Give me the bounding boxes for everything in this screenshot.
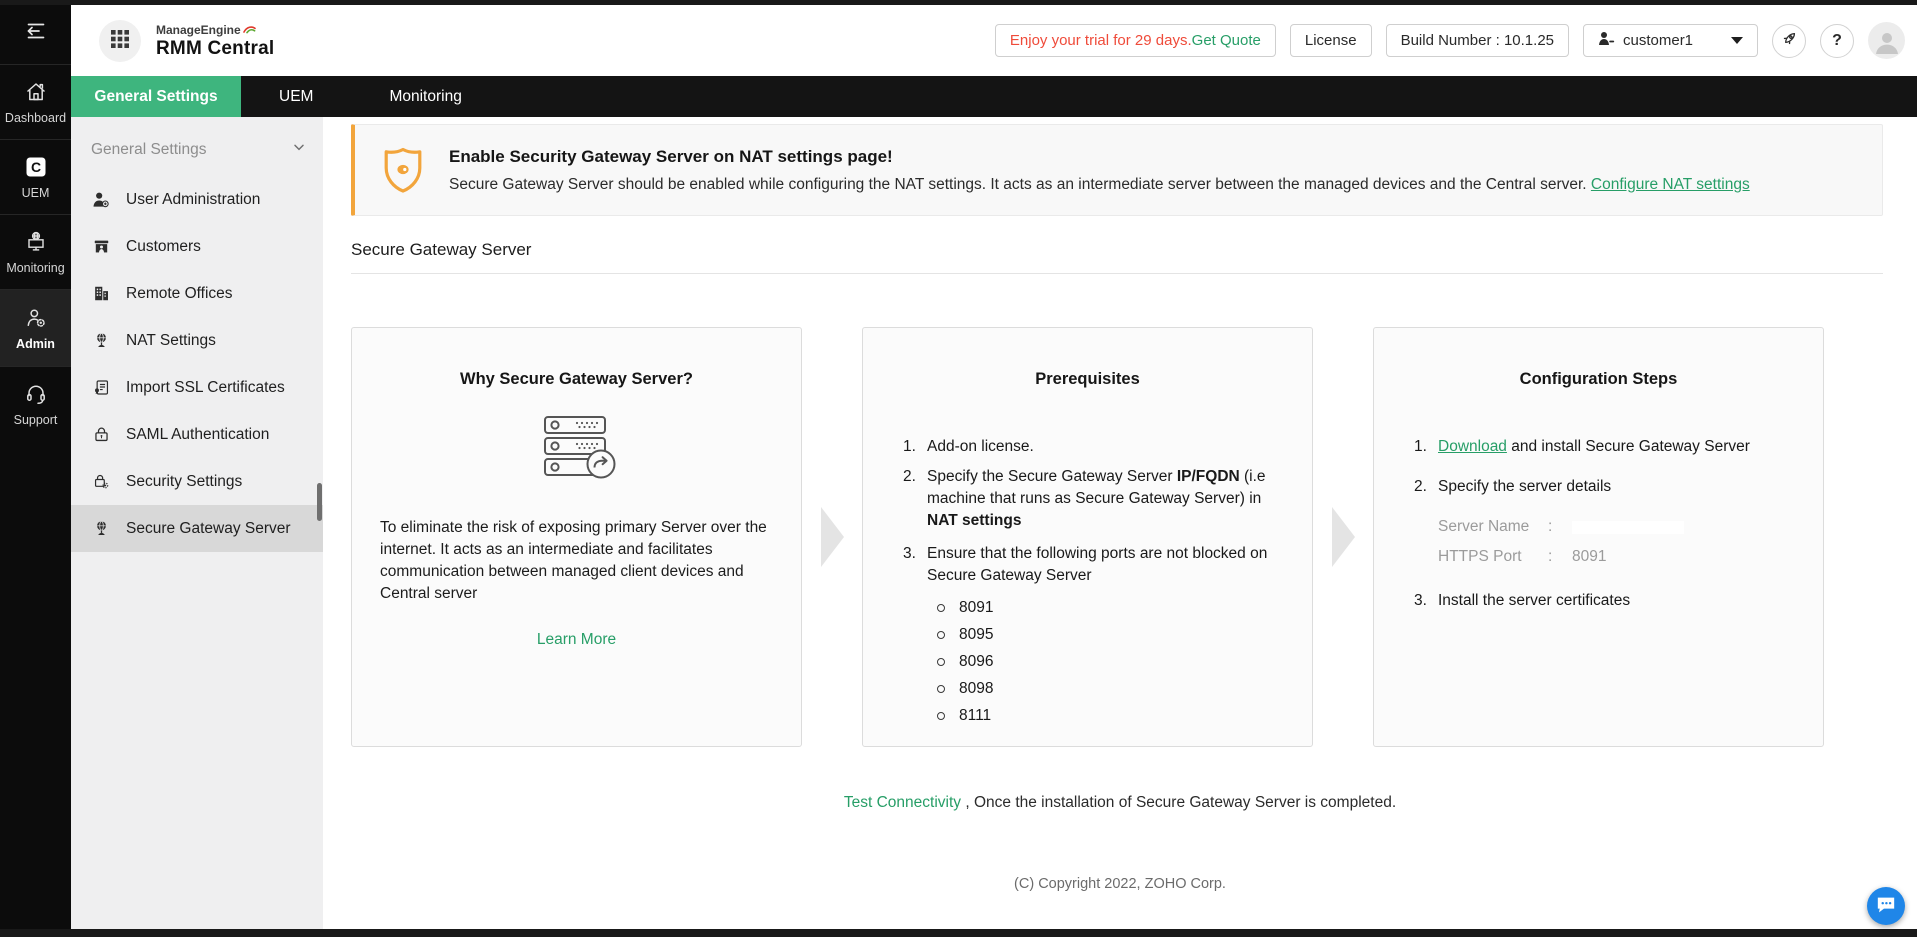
circle-bullet — [937, 658, 945, 666]
test-connectivity-link[interactable]: Test Connectivity — [843, 794, 962, 811]
padlock-icon — [91, 425, 111, 445]
settings-sidebar — [71, 117, 323, 929]
rail-label: Monitoring — [6, 261, 65, 275]
https-port-value: 8091 — [1572, 548, 1607, 565]
sidebar-group-general-settings[interactable] — [71, 117, 323, 176]
list-item — [1414, 436, 1797, 458]
configuration-steps-list — [1414, 436, 1797, 612]
sidebar-item-label: Customers — [126, 237, 201, 255]
text-bold-segment: NAT settings — [927, 512, 1022, 529]
test-connectivity-note — [323, 794, 1917, 812]
learn-more-link[interactable]: Learn More — [536, 631, 617, 648]
sidebar-item-label: User Administration — [126, 190, 261, 208]
rocket-icon — [1780, 29, 1799, 53]
why-secure-gateway-card — [351, 327, 802, 747]
copyright-text: (C) Copyright 2022, ZOHO Corp. — [1014, 876, 1226, 892]
port-item — [937, 675, 1286, 702]
collapse-icon — [24, 19, 48, 46]
card-title: Prerequisites — [1035, 370, 1140, 388]
port-value: 8098 — [959, 679, 994, 697]
customer-dropdown-value: customer1 — [1623, 32, 1694, 49]
tab-general-settings[interactable] — [71, 76, 241, 117]
chevron-down-icon — [291, 139, 307, 160]
text-bold-segment: IP/FQDN — [1176, 468, 1240, 485]
port-item — [937, 648, 1286, 675]
brand-product: RMM Central — [156, 37, 275, 59]
help-button[interactable] — [1820, 24, 1854, 58]
buildings-icon — [91, 284, 111, 304]
sidebar-item-label: Remote Offices — [126, 284, 233, 302]
port-value: 8111 — [959, 706, 992, 724]
sidebar-item-saml-authentication[interactable] — [71, 411, 323, 458]
topbar-actions — [995, 22, 1905, 59]
card-title: Why Secure Gateway Server? — [460, 370, 693, 388]
list-item — [1414, 590, 1797, 612]
card-gap — [802, 327, 862, 747]
port-item — [937, 594, 1286, 621]
sidebar-group-label: General Settings — [91, 140, 207, 158]
user-avatar[interactable] — [1868, 22, 1905, 59]
lock-gear-icon — [91, 472, 111, 492]
shield-icon — [383, 147, 423, 194]
nat-settings-warning-banner — [351, 124, 1883, 216]
https-port-label: HTTPS Port — [1438, 548, 1522, 565]
window-bottom-strip — [0, 929, 1917, 937]
prerequisites-list — [903, 436, 1286, 729]
port-value: 8096 — [959, 652, 994, 670]
list-text: Add-on license. — [927, 438, 1034, 455]
globe-icon — [91, 331, 111, 351]
list-number: 2. — [903, 468, 916, 485]
rail-item-dashboard[interactable] — [0, 64, 71, 139]
svg-text:C: C — [30, 159, 41, 176]
chat-button[interactable] — [1867, 887, 1905, 925]
download-link[interactable]: Download — [1438, 438, 1507, 455]
tab-label: UEM — [279, 87, 314, 105]
circle-bullet — [937, 631, 945, 639]
get-quote-link[interactable]: Get Quote — [1191, 32, 1261, 49]
chevron-down-icon — [1731, 37, 1743, 44]
list-item — [903, 466, 1286, 532]
port-item — [937, 621, 1286, 648]
colon: : — [1548, 548, 1553, 565]
circle-bullet — [937, 604, 945, 612]
uem-badge-icon — [23, 154, 49, 180]
list-text: Ensure that the following ports are not blocked on Secure Gateway Server — [927, 545, 1268, 584]
arrow-right-icon — [1332, 507, 1355, 567]
rail-item-support[interactable] — [0, 366, 71, 441]
window-top-strip — [0, 0, 1917, 5]
sidebar-item-label: Import SSL Certificates — [126, 378, 285, 396]
banner-description — [449, 176, 1750, 194]
user-admin-icon — [91, 190, 111, 210]
sidebar-item-import-ssl-certificates[interactable] — [71, 364, 323, 411]
tab-uem[interactable] — [241, 76, 351, 117]
list-text — [927, 466, 1286, 532]
text-segment: Specify the Secure Gateway Server — [927, 468, 1177, 485]
server-name-value-redacted — [1572, 521, 1684, 534]
rail-label: Support — [13, 413, 58, 427]
sidebar-scrollbar-thumb[interactable] — [317, 483, 322, 521]
circle-bullet — [937, 712, 945, 720]
info-cards — [351, 327, 1917, 747]
certificate-icon — [91, 378, 111, 398]
server-stack-icon — [352, 415, 801, 481]
card-title: Configuration Steps — [1519, 370, 1678, 388]
admin-icon — [23, 305, 49, 331]
https-port-row — [1438, 542, 1797, 572]
globe-icon — [91, 519, 111, 539]
note-text: , Once the installation of Secure Gateway Server is completed. — [961, 794, 1397, 811]
list-item — [903, 436, 1286, 458]
server-details — [1438, 512, 1797, 572]
brand-logo[interactable] — [156, 24, 274, 58]
left-rail — [0, 0, 71, 937]
list-number: 3. — [903, 545, 916, 562]
colon: : — [1548, 518, 1553, 535]
avatar-person-icon — [1874, 30, 1900, 59]
license-button[interactable]: License — [1290, 24, 1372, 57]
ports-list — [937, 594, 1286, 729]
sidebar-item-secure-gateway-server[interactable] — [71, 505, 323, 552]
app-launcher-button[interactable] — [99, 20, 141, 62]
list-number: 2. — [1414, 478, 1427, 495]
server-name-row — [1438, 512, 1797, 542]
page-title: Secure Gateway Server — [351, 240, 532, 259]
rail-item-monitoring[interactable] — [0, 214, 71, 289]
rail-label: UEM — [21, 186, 50, 200]
list-text: Specify the server details — [1438, 478, 1612, 495]
collapse-rail-button[interactable] — [0, 0, 71, 64]
trial-banner — [995, 24, 1276, 57]
whats-new-button[interactable] — [1772, 24, 1806, 58]
person-icon — [1598, 31, 1615, 50]
rail-item-admin[interactable] — [0, 289, 71, 366]
prerequisites-card — [862, 327, 1313, 747]
sidebar-item-label: Secure Gateway Server — [126, 519, 291, 537]
configuration-steps-card — [1373, 327, 1824, 747]
port-value: 8091 — [959, 598, 994, 616]
sidebar-item-label: Security Settings — [126, 472, 243, 490]
main-content — [323, 117, 1917, 929]
sidebar-item-user-administration[interactable] — [71, 176, 323, 223]
trial-text: Enjoy your trial for 29 days. — [1009, 32, 1192, 49]
rail-item-uem[interactable] — [0, 139, 71, 214]
brand-swoosh-icon — [243, 24, 256, 36]
customer-dropdown[interactable] — [1583, 24, 1758, 57]
sidebar-item-label: NAT Settings — [126, 331, 216, 349]
title-divider — [351, 273, 1883, 274]
port-value: 8095 — [959, 625, 994, 643]
rail-label: Admin — [16, 337, 55, 351]
tab-monitoring[interactable] — [351, 76, 499, 117]
tab-label: Monitoring — [389, 87, 462, 105]
module-tabbar — [71, 76, 1917, 117]
circle-bullet — [937, 685, 945, 693]
sidebar-item-security-settings[interactable] — [71, 458, 323, 505]
banner-text — [449, 147, 1750, 194]
arrow-right-icon — [821, 507, 844, 567]
question-mark-icon: ? — [1832, 31, 1842, 49]
list-text — [1438, 436, 1797, 458]
port-item — [937, 702, 1286, 729]
text-segment: (i.e machine that runs as Secure Gateway Server) in — [927, 468, 1266, 507]
sidebar-item-remote-offices[interactable] — [71, 270, 323, 317]
sidebar-item-customers[interactable] — [71, 223, 323, 270]
why-card-body: To eliminate the risk of exposing primary Server over the internet. It acts as an intermediate and facilitates communication between managed client devices and Central server — [380, 519, 767, 602]
list-item — [903, 543, 1286, 587]
grid-icon — [110, 29, 130, 52]
list-number: 3. — [1414, 592, 1427, 609]
build-number-button[interactable]: Build Number : 10.1.25 — [1386, 24, 1569, 57]
chat-bubble-icon — [1876, 896, 1896, 917]
list-text: Install the server certificates — [1438, 592, 1631, 609]
sidebar-item-label: SAML Authentication — [126, 425, 270, 443]
sidebar-item-nat-settings[interactable] — [71, 317, 323, 364]
dashboard-home-icon — [23, 79, 49, 105]
text-segment: and install Secure Gateway Server — [1506, 438, 1750, 455]
rail-label: Dashboard — [4, 111, 67, 125]
banner-title: Enable Security Gateway Server on NAT settings page! — [449, 146, 893, 166]
brand-manageengine: ManageEngine — [156, 22, 241, 37]
customers-icon — [91, 237, 111, 257]
tab-label: General Settings — [94, 87, 218, 105]
server-name-label: Server Name — [1438, 518, 1530, 535]
list-number: 1. — [1414, 438, 1427, 455]
monitoring-icon — [23, 229, 49, 255]
list-number: 1. — [903, 438, 916, 455]
card-gap — [1313, 327, 1373, 747]
support-headset-icon — [23, 381, 49, 407]
banner-description-text: Secure Gateway Server should be enabled while configuring the NAT settings. It acts as an intermediate server between the managed devices and the Central server. — [449, 175, 1587, 193]
list-item — [1414, 476, 1797, 498]
topbar — [71, 5, 1917, 76]
configure-nat-settings-link[interactable]: Configure NAT settings — [1590, 175, 1750, 193]
